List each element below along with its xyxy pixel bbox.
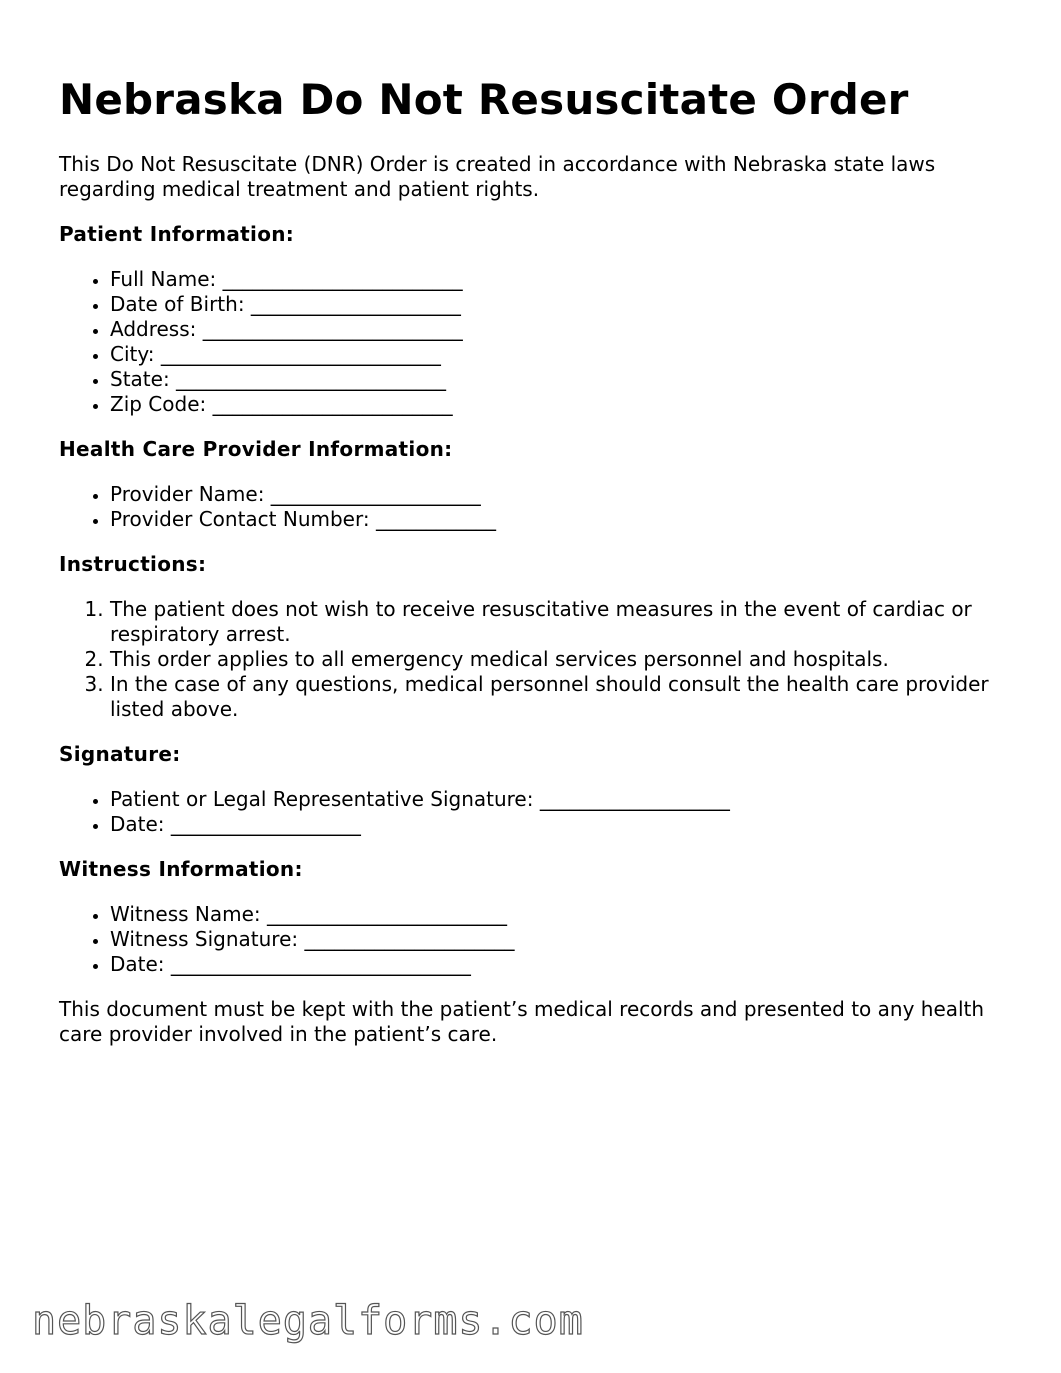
patient-zip-field[interactable]: • Zip Code: ________________________ bbox=[110, 392, 999, 417]
witness-info-list bbox=[59, 902, 999, 977]
witness-info-heading: Witness Information: bbox=[59, 857, 303, 881]
provider-info-heading: Health Care Provider Information: bbox=[59, 437, 453, 461]
patient-address-field[interactable]: • Address: __________________________ bbox=[110, 317, 999, 342]
witness-date-field[interactable]: • Date: ______________________________ bbox=[110, 952, 999, 977]
site-watermark: nebraskalegalforms.com bbox=[32, 1298, 584, 1344]
instructions-list bbox=[59, 597, 999, 722]
intro-paragraph: This Do Not Resuscitate (DNR) Order is created in accordance with Nebraska state laws regarding medical treatment and patient rights. bbox=[59, 152, 936, 201]
instructions-heading: Instructions: bbox=[59, 552, 207, 576]
patient-info-heading: Patient Information: bbox=[59, 222, 295, 246]
signature-heading: Signature: bbox=[59, 742, 181, 766]
patient-full-name-field[interactable]: • Full Name: ________________________ bbox=[110, 267, 999, 292]
witness-signature-field[interactable]: • Witness Signature: _____________________ bbox=[110, 927, 999, 952]
patient-signature-field[interactable]: • Patient or Legal Representative Signature: ___________________ bbox=[110, 787, 999, 812]
instruction-item: 1. The patient does not wish to receive resuscitative measures in the event of cardiac or respiratory arrest. bbox=[110, 597, 999, 647]
instruction-item: 3. In the case of any questions, medical personnel should consult the health care provider listed above. bbox=[110, 672, 999, 722]
instruction-item: 2. This order applies to all emergency medical services personnel and hospitals. bbox=[110, 647, 999, 672]
document-page bbox=[59, 70, 999, 1067]
signature-date-field[interactable]: • Date: ___________________ bbox=[110, 812, 999, 837]
closing-paragraph: This document must be kept with the patient’s medical records and presented to any health care provider involved in the patient’s care. bbox=[59, 997, 985, 1046]
provider-name-field[interactable]: • Provider Name: _____________________ bbox=[110, 482, 999, 507]
patient-state-field[interactable]: • State: ___________________________ bbox=[110, 367, 999, 392]
patient-info-list bbox=[59, 267, 999, 417]
provider-info-list bbox=[59, 482, 999, 532]
patient-city-field[interactable]: • City: ____________________________ bbox=[110, 342, 999, 367]
signature-list bbox=[59, 787, 999, 837]
witness-name-field[interactable]: • Witness Name: ________________________ bbox=[110, 902, 999, 927]
patient-dob-field[interactable]: • Date of Birth: _____________________ bbox=[110, 292, 999, 317]
document-title: Nebraska Do Not Resuscitate Order bbox=[59, 75, 909, 124]
provider-contact-field[interactable]: • Provider Contact Number: ____________ bbox=[110, 507, 999, 532]
